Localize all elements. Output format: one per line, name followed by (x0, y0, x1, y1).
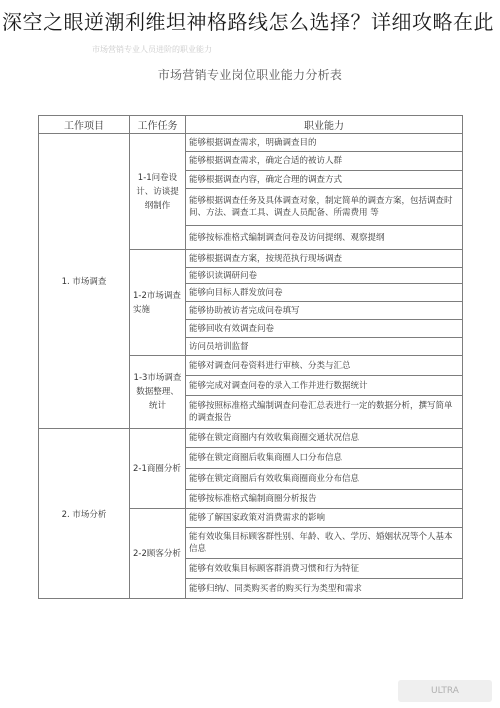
ability-cell: 能够根据调查需求，明确调查目的 (186, 134, 463, 152)
ability-cell: 能够对调查问卷资料进行审核、分类与汇总 (186, 356, 463, 376)
table-row (39, 429, 463, 448)
ability-cell: 能够在锁定商圈内有效收集商圈交通状况信息 (186, 429, 463, 448)
table-title: 市场营销专业岗位职业能力分析表 (157, 68, 343, 82)
header-task: 工作任务 (130, 116, 186, 134)
ability-cell: 能够向目标人群发放问卷 (186, 284, 463, 302)
table-header-row (39, 116, 463, 134)
ability-cell: 能够回收有效调查问卷 (186, 320, 463, 338)
header-ability: 职业能力 (186, 116, 463, 134)
ability-cell: 能够根据调查任务及具体调查对象，制定简单的调查方案，包括调查时间、方法、调查工具、调查人员配备、所需费用 等 (186, 189, 463, 226)
task-cell: 1-2市场调查实施 (130, 250, 186, 356)
task-cell: 1-3市场调查数据整理、统计 (130, 356, 186, 429)
table-row (39, 134, 463, 152)
ability-cell: 能够在锁定商圈后收集商圈人口分布信息 (186, 448, 463, 469)
watermark-logo: ULTRA (398, 680, 492, 702)
ability-cell: 能够根据调查内容，确定合理的调查方式 (186, 171, 463, 189)
watermark: 市场营销专业人员进阶的职业能力 (92, 45, 212, 54)
ability-cell: 能够协助被访者完成问卷填写 (186, 302, 463, 320)
ability-cell: 访问员培训监督 (186, 338, 463, 356)
task-cell: 2-2顾客分析 (130, 509, 186, 599)
project-cell: 2. 市场分析 (39, 429, 130, 599)
ability-cell: 能够按标准格式编制调查问卷及访问提纲、观察提纲 (186, 226, 463, 250)
ability-cell: 能够识读调研问卷 (186, 268, 463, 284)
headline: 深空之眼逆潮利维坦神格路线怎么选择？详细攻略在此 (2, 10, 494, 34)
ability-cell: 能够按标准格式编制商圈分析报告 (186, 490, 463, 509)
ability-cell: 能够完成对调查问卷的录入工作并进行数据统计 (186, 376, 463, 396)
ability-cell: 能够按照标准格式编制调查问卷汇总表进行一定的数据分析，撰写简单的调查报告 (186, 396, 463, 429)
header-project: 工作项目 (39, 116, 130, 134)
ability-table (38, 115, 463, 599)
ability-cell: 能够归纳/、同类购买者的购买行为类型和需求 (186, 579, 463, 599)
ability-cell: 能够有效收集目标顾客群消费习惯和行为特征 (186, 559, 463, 579)
project-cell: 1. 市场调查 (39, 134, 130, 429)
task-cell: 1-1问卷设计、访谈提纲制作 (130, 134, 186, 250)
ability-cell: 能够根据调查需求，确定合适的被访人群 (186, 152, 463, 171)
ability-cell: 能够根据调查方案，按规范执行现场调查 (186, 250, 463, 268)
ability-cell: 能够了解国家政策对消费需求的影响 (186, 509, 463, 528)
ability-cell: 能够在锁定商圈后有效收集商圈商业分布信息 (186, 469, 463, 490)
ability-cell: 能有效收集目标顾客群性别、年龄、收入、学历、婚姻状况等个人基本信息 (186, 528, 463, 559)
task-cell: 2-1商圈分析 (130, 429, 186, 509)
